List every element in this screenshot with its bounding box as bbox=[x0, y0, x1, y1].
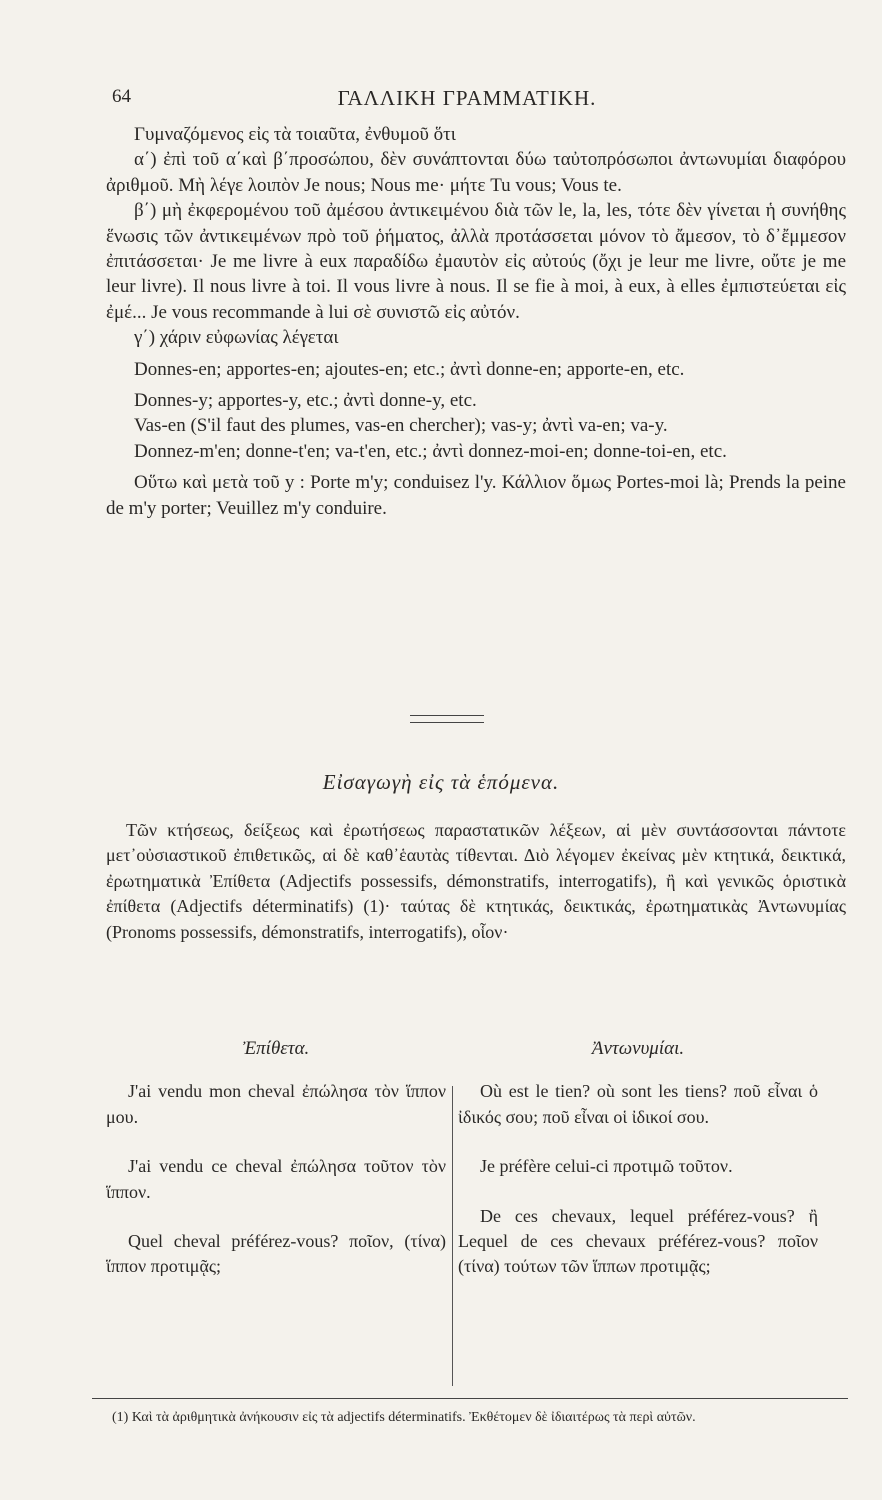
rule-gamma: γ΄) χάριν εὐφωνίας λέγεται bbox=[134, 327, 339, 349]
section-title: Εἰσαγωγὴ εἰς τὰ ἑπόμενα. bbox=[322, 770, 560, 794]
adjective-example: J'ai vendu mon cheval ἐπώλησα τὸν ἵππον μου. bbox=[106, 1081, 446, 1127]
example-donnes-en: Donnes-en; apportes-en; ajoutes-en; etc.; ἀντὶ donne-en; apporte-en, etc. bbox=[134, 358, 685, 380]
rule-beta: β΄) μὴ ἐκφερομένου τοῦ ἀμέσου ἀντικειμένου διὰ τῶν le, la, les, τότε δὲν γίνεται ἡ συνήθης ἕνωσις τῶν ἀντικειμένων πρὸ τοῦ ῥήματος, ἀλλὰ προτάσσεται μόνον τὸ ἄμεσον, τὸ δ᾽ἔμμεσον ἐπιτάσσεται· Je me livre à eux παραδίδω ἐμαυτὸν εἰς αὐτούς (ὄχι je leur me livre, οὔτε je me leur livre). Il nous livre à toi. Il vous livre à nous. Il se fie à moi, à eux, à elles ἐμπιστεύεται εἰς ἐμέ... Je vous recommande à lui σὲ συνιστῶ εἰς αὐτόν. bbox=[106, 200, 846, 323]
page-number: 64 bbox=[112, 86, 131, 107]
example-donnes-y: Donnes-y; apportes-y, etc.; ἀντὶ donne-y, etc. bbox=[134, 390, 477, 412]
rule-intro: Γυμναζόμενος εἰς τὰ τοιαῦτα, ἐνθυμοῦ ὅτι bbox=[134, 124, 456, 145]
pronouns-column bbox=[458, 1036, 818, 1304]
intro-paragraph: Τῶν κτήσεως, δείξεως καὶ ἐρωτήσεως παραστατικῶν λέξεων, αἱ μὲν συντάσσονται πάντοτε μετ᾽οὐσιαστικοῦ ἐπιθετικῶς, αἱ δὲ καθ᾽ἑαυτὰς τίθενται. Διὸ λέγομεν ἐκείνας μὲν κτητικά, δεικτικά, ἐρωτηματικὰ Ἐπίθετα (Adjectifs possessifs, démonstratifs, interrogatifs), ἢ καὶ γενικῶς ὁριστικὰ ἐπίθετα (Adjectifs déterminatifs) (1)· ταύτας δὲ κτητικάς, δεικτικάς, ἐρωτηματικὰς Ἀντωνυμίας (Pronoms possessifs, démonstratifs, interrogatifs), οἷον· bbox=[106, 820, 846, 942]
example-vas-en: Vas-en (S'il faut des plumes, vas-en chercher); vas-y; ἀντὶ va-en; va-y. bbox=[134, 415, 668, 437]
page-header bbox=[112, 86, 822, 116]
footnote-rule bbox=[92, 1398, 848, 1399]
section-divider bbox=[410, 715, 484, 723]
adjective-example: Quel cheval préférez-vous? ποῖον, (τίνα) ἵππον προτιμᾷς; bbox=[106, 1231, 446, 1277]
pronoun-example: De ces chevaux, lequel préférez-vous? ἢ Lequel de ces chevaux préférez-vous? ποῖον (τίνα) τούτων τῶν ἵππων προτιμᾷς; bbox=[458, 1205, 818, 1277]
running-title: ΓΑΛΛΙΚΗ ΓΡΑΜΜΑΤΙΚΗ. bbox=[337, 86, 597, 110]
example-porte-my: Οὕτω καὶ μετὰ τοῦ y : Porte m'y; conduisez l'y. Κάλλιον ὅμως Portes-moi là; Prends la peine de m'y porter; Veuillez m'y conduire. bbox=[106, 472, 846, 519]
example-donnez-men: Donnez-m'en; donne-t'en; va-t'en, etc.; ἀντὶ donnez-moi-en; donne-toi-en, etc. bbox=[134, 440, 727, 462]
section-intro bbox=[106, 818, 846, 945]
adjectives-column bbox=[106, 1036, 446, 1304]
grammar-rules bbox=[106, 122, 846, 521]
rule-alpha: α΄) ἐπὶ τοῦ α΄καὶ β΄προσώπου, δὲν συνάπτονται δύω ταὐτοπρόσωποι ἀντωνυμίαι διαφόρου ἀριθμοῦ. Μὴ λέγε λοιπὸν Je nous; Nous me· μήτε Tu vous; Vous te. bbox=[106, 149, 846, 196]
pronouns-heading: Ἀντωνυμίαι. bbox=[591, 1038, 685, 1059]
pronoun-example: Je préfère celui-ci προτιμῶ τοῦτον. bbox=[480, 1156, 733, 1177]
pronoun-example: Où est le tien? où sont les tiens? ποῦ εἶναι ὁ ἰδικός σου; ποῦ εἶναι οἱ ἰδικοί σου. bbox=[458, 1081, 818, 1127]
column-separator bbox=[452, 1086, 453, 1386]
adjective-example: J'ai vendu ce cheval ἐπώλησα τοῦτον τὸν ἵππον. bbox=[106, 1156, 446, 1202]
adjectives-heading: Ἐπίθετα. bbox=[242, 1038, 310, 1059]
footnote: (1) Καὶ τὰ ἀριθμητικὰ ἀνήκουσιν εἰς τὰ adjectifs déterminatifs. Ἐκθέτομεν δὲ ἰδιαιτέρως τὰ περὶ αὐτῶν. bbox=[112, 1410, 696, 1425]
